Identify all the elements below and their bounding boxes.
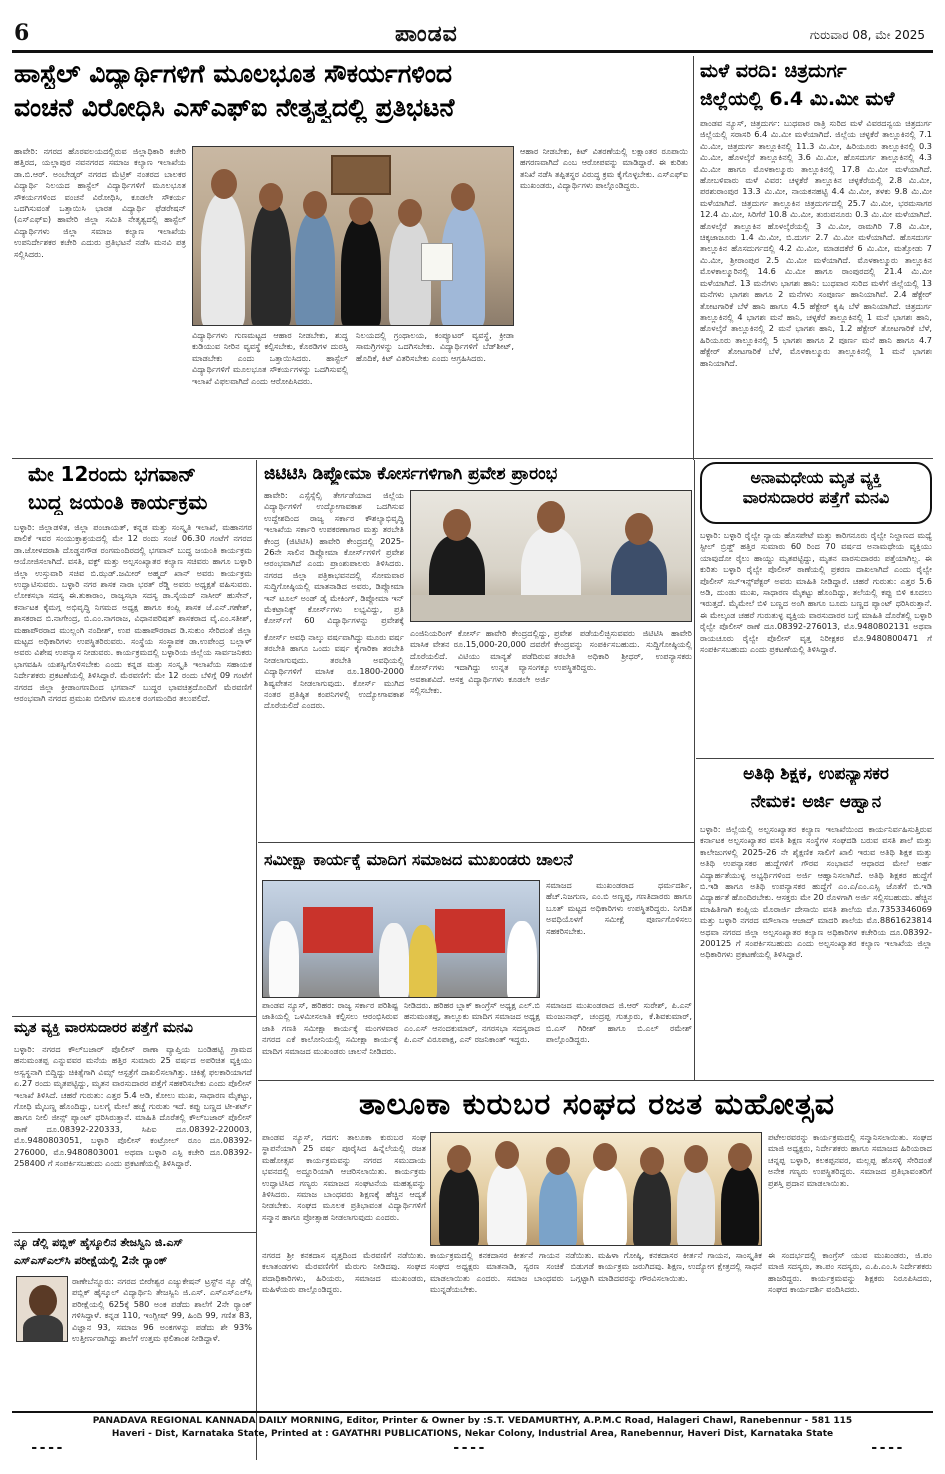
jtts-press-photo <box>410 490 692 622</box>
press-table <box>411 595 692 622</box>
section-rule <box>258 842 694 843</box>
dash-left: ---- <box>30 1440 64 1456</box>
issue-date: ಗುರುವಾರ 08, ಮೇ 2025 <box>809 28 925 42</box>
wall-frame <box>331 155 391 195</box>
jtts-body-3: ಎಂಜಿನಿಯರಿಂಗ್ ಕೋರ್ಸ್ ಹಾವೇರಿ ಕೇಂದ್ರದಲ್ಲಿದ್ದು, ಮಾಸಿಕ ವೇತನ ರೂ.15,000-20,000 ದವರೆಗೆ ದೊರೆಯಲಿದೆ. ವಿಟಿಯು ಮಾನ್ಯತೆ ಪಡೆದಿರುವ ಕೋರ್ಸ್‌ಗಳು ಇದಾಗಿದ್ದು ಉನ್ನತ ವ್ಯಾಸಂಗಕ್ಕೂ ಅವಕಾಶವಿದೆ. ಆಸಕ್ತ ವಿದ್ಯಾರ್ಥಿಗಳು ಕೂಡಲೇ ಅರ್ಜಿ ಸಲ್ಲಿಸಬೇಕು. <box>410 628 550 696</box>
jtts-body-1: ಹಾವೇರಿ: ಎಸ್ಸೆಸ್ಸೆಲ್ಸಿ ತೇರ್ಗಡೆಯಾದ ಜಿಲ್ಲೆಯ ವಿದ್ಯಾರ್ಥಿಗಳಿಗೆ ಉದ್ಯೋಗಾವಕಾಶ ಒದಗಿಸುವ ಉದ್ದೇಶದಿಂದ ರಾಜ್ಯ ಸರ್ಕಾರ ಕೌಶಲ್ಯಾಭಿವೃದ್ಧಿ ಇಲಾಖೆಯ ಸರ್ಕಾರಿ ಉಪಕರಣಾಗಾರ ಮತ್ತು ತರಬೇತಿ ಕೇಂದ್ರ (ಜಿಟಿಟಿಸಿ) ಹಾವೇರಿ ಕೇಂದ್ರದಲ್ಲಿ 2025-26ನೇ ಸಾಲಿನ ಡಿಪ್ಲೋಮಾ ಕೋರ್ಸ್‌ಗಳಿಗೆ ಪ್ರವೇಶ ಆರಂಭವಾಗಿದೆ ಎಂದು ಪ್ರಾಂಶುಪಾಲರು ತಿಳಿಸಿದರು. ನಗರದ ಜಿಲ್ಲಾ ಪತ್ರಿಕಾಭವನದಲ್ಲಿ ಸೋಮವಾರ ಸುದ್ದಿಗೋಷ್ಠಿಯಲ್ಲಿ ಮಾತನಾಡಿದ ಅವರು, ಡಿಪ್ಲೋಮಾ ಇನ್ ಟೂಲ್ ಅಂಡ್ ಡೈ ಮೇಕಿಂಗ್, ಡಿಪ್ಲೋಮಾ ಇನ್ ಮೆಕಟ್ರಾನಿಕ್ಸ್ ಕೋರ್ಸ್‌ಗಳು ಲಭ್ಯವಿದ್ದು, ಪ್ರತಿ ಕೋರ್ಸ್‌ಗೆ 60 ವಿದ್ಯಾರ್ಥಿಗಳನ್ನು ಪ್ರವೇಶಕ್ಕೆ <box>264 490 404 626</box>
page-number: 6 <box>14 20 30 46</box>
identity-headline: ಮೃತ ವ್ಯಕ್ತಿ ವಾರಸುದಾರರ ಪತ್ತೆಗೆ ಮನವಿ <box>14 1020 193 1036</box>
rain-headline-1: ಮಳೆ ವರದಿ: ಚಿತ್ರದುರ್ಗ <box>700 60 847 82</box>
header-rule <box>12 50 933 53</box>
guest-headline-2: ನೇಮಕ: ಅರ್ಜಿ ಆಹ್ವಾನ <box>750 792 882 812</box>
topper-body: ರಾಣೇಬೆನ್ನೂರು: ನಗರದ ಬೀರೇಶ್ವರ ಎಜ್ಯುಕೇಷನ್ ಟ್ರಸ್ಟ್‌ನ ನ್ಯೂ ಡೆಲ್ಲಿ ಪಬ್ಲಿಕ್ ಹೈಸ್ಕೂಲ್ ವಿದ್ಯಾರ್ಥಿನಿ ತೇಜಸ್ವಿನಿ ಜಿ.ಎಸ್. ಎಸ್ಎಸ್ಎಲ್‌ಸಿ ಪರೀಕ್ಷೆಯಲ್ಲಿ 625ಕ್ಕೆ 580 ಅಂಕ ಪಡೆದು ಶಾಲೆಗೆ 2ನೇ ರ‍್ಯಾಂಕ್ ಗಳಿಸಿದ್ದಾಳೆ. ಕನ್ನಡ 110, ಇಂಗ್ಲೀಷ್ 99, ಹಿಂದಿ 99, ಗಣಿತ 83, ವಿಜ್ಞಾನ 93, ಸಮಾಜ 96 ಅಂಕಗಳನ್ನು ಪಡೆದು ಶೇ 93% ಉತ್ತೀರ್ಣರಾಗಿದ್ದು ಶಾಲೆಗೆ ಉತ್ತಮ ಫಲಿತಾಂಶ ನೀಡಿದ್ದಾಳೆ. <box>72 1276 252 1344</box>
kuruba-body-2: ನಗರದ ಶ್ರೀ ಕನಕದಾಸ ವೃತ್ತದಿಂದ ಮೆರವಣಿಗೆ ನಡೆಯಿತು. ಕಲಾತಂಡಗಳು ಮೆರವಣಿಗೆಗೆ ಮೆರುಗು ನೀಡಿದವು. ಸಂಘದ ಪದಾಧಿಕಾರಿಗಳು, ಹಿರಿಯರು, ಸಮಾಜದ ಮುಖಂಡರು, ಮಹಿಳೆಯರು ಪಾಲ್ಗೊಂಡಿದ್ದರು. <box>262 1250 426 1295</box>
unknown-headline-box <box>700 462 932 524</box>
dash-right: ---- <box>870 1440 904 1456</box>
footer-rule <box>12 1411 933 1413</box>
madiga-body-2: ಸಮಾಜದ ಮುಖಂಡರಾದ ಧರ್ಮದರ್ಶಿ, ಹೆಚ್.ನಿಜಗುಣ, ಎಂ.ಬಿ ಅಣ್ಣಪ್ಪ, ಗಣತಿದಾರರು ಹಾಗೂ ಬೂತ್ ಮಟ್ಟದ ಅಧಿಕಾರಿಗಳು ಉಪಸ್ಥಿತರಿದ್ದರು. ನಿಗದಿತ ಅವಧಿಯೊಳಗೆ ಸಮೀಕ್ಷೆ ಪೂರ್ಣಗೊಳಿಸಲು ಸಹಕರಿಸಬೇಕು. <box>546 880 692 936</box>
unknown-headline-1: ಅನಾಮಧೇಯ ಮೃತ ವ್ಯಕ್ತಿ <box>750 468 882 487</box>
section-rule <box>12 458 933 459</box>
madiga-group-photo <box>262 880 540 998</box>
memo-paper <box>421 243 453 281</box>
topper-headline-1: ನ್ಯೂ ಡೆಲ್ಲಿ ಪಬ್ಲಿಕ್ ಹೈಸ್ಕೂಲಿನ ತೇಜಸ್ವಿನಿ ಜಿ.ಎಸ್ <box>14 1236 183 1249</box>
buddha-body: ಬಳ್ಳಾರಿ: ಜಿಲ್ಲಾಡಳಿತ, ಜಿಲ್ಲಾ ಪಂಚಾಯತ್, ಕನ್ನಡ ಮತ್ತು ಸಂಸ್ಕೃತಿ ಇಲಾಖೆ, ಮಹಾನಗರ ಪಾಲಿಕೆ ಇವರ ಸಂಯುಕ್ತಾಶ್ರಯದಲ್ಲಿ ಮೇ 12 ರಂದು ಸಂಜೆ 06.30 ಗಂಟೆಗೆ ನಗರದ ಡಾ.ಜೋಳದರಾಶಿ ದೊಡ್ಡನಗೌಡ ರಂಗಮಂದಿರದಲ್ಲಿ ಭಗವಾನ್ ಬುದ್ಧ ಜಯಂತಿ ಕಾರ್ಯಕ್ರಮ ಆಯೋಜಿಸಲಾಗಿದೆ. ವಸತಿ, ವಕ್ಫ್ ಮತ್ತು ಅಲ್ಪಸಂಖ್ಯಾತರ ಕಲ್ಯಾಣ ಸಚಿವರು ಹಾಗೂ ಬಳ್ಳಾರಿ ಜಿಲ್ಲಾ ಉಸ್ತುವಾರಿ ಸಚಿವ ಬಿ.ಝಡ್.ಜಮೀರ್ ಅಹ್ಮದ್ ಖಾನ್ ಅವರು ಕಾರ್ಯಕ್ರಮ ಉದ್ಘಾಟಿಸುವರು. ಬಳ್ಳಾರಿ ನಗರ ಶಾಸಕ ನಾರಾ ಭರತ್ ರೆಡ್ಡಿ ಅವರು ಅಧ್ಯಕ್ಷತೆ ವಹಿಸುವರು. ಲೋಕಸಭಾ ಸದಸ್ಯ ಈ.ತುಕಾರಾಂ, ರಾಜ್ಯಸಭಾ ಸದಸ್ಯ ಡಾ.ಸೈಯದ್ ನಾಸೀರ್ ಹುಸೇನ್, ಕರ್ನಾಟಕ ಕೈಮಗ್ಗ ಅಭಿವೃದ್ಧಿ ನಿಗಮದ ಅಧ್ಯಕ್ಷ ಹಾಗೂ ಕಂಪ್ಲಿ ಶಾಸಕ ಜೆ.ಎನ್.ಗಣೇಶ್, ಶಾಸಕರಾದ ಬಿ.ನಾಗೇಂದ್ರ, ಬಿ.ಎಂ.ನಾಗರಾಜ, ವಿಧಾನಪರಿಷತ್ ಶಾಸಕರಾದ ವೈ.ಎಂ.ಸತೀಶ್, ಮಹಾಪೌರರಾದ ಮುಲ್ಲಂಗಿ ನಂದೀಶ್, ಉಪ ಮಹಾಪೌರರಾದ ಡಿ.ಸುಕುಂ ಸೇರಿದಂತೆ ಜಿಲ್ಲಾ ಮಟ್ಟದ ಅಧಿಕಾರಿಗಳು ಉಪಸ್ಥಿತರಿರುವರು. ಸಂಸ್ಥೆಯ ಸಂಸ್ಥಾಪಕ ಡಾ.ಉಪೇಂದ್ರ ಬಲ್ಲಾಳ್ ಅವರು ವಿಶೇಷ ಉಪನ್ಯಾಸ ನೀಡುವರು. ಕಾರ್ಯಕ್ರಮದಲ್ಲಿ ಬಳ್ಳಾರಿಯ ಜಿಲ್ಲೆಯ ಸಾರ್ವಜನಿಕರು ಭಾಗವಹಿಸಿ ಯಶಸ್ವಿಗೊಳಿಸಬೇಕು ಎಂದು ಕನ್ನಡ ಮತ್ತು ಸಂಸ್ಕೃತಿ ಇಲಾಖೆಯ ಸಹಾಯಕ ನಿರ್ದೇಶಕರು ಪ್ರಕಟಣೆಯಲ್ಲಿ ತಿಳಿಸಿದ್ದಾರೆ. ಮೆರವಣಿಗೆ: ಮೇ 12 ರಂದು ಬೆಳಿಗ್ಗೆ 09 ಗಂಟೆಗೆ ನಗರದ ಜಿಲ್ಲಾ ಕ್ರೀಡಾಂಗಣದಿಂದ ಭಗವಾನ್ ಬುದ್ಧರ ಭಾವಚಿತ್ರದೊಂದಿಗೆ ಮೆರವಣಿಗೆ ಆರಂಭವಾಗಿ ನಗರದ ಪ್ರಮುಖ ಬೀದಿಗಳ ಮೂಲಕ ರಂಗಮಂದಿರ ತಲುಪಲಿದೆ. <box>14 522 252 704</box>
column-rule <box>693 56 694 460</box>
hostel-body-2: ವಿದ್ಯಾರ್ಥಿಗಳು ಗುಣಮಟ್ಟದ ಆಹಾರ ನೀಡಬೇಕು, ಶುದ್ಧ ಕುಡಿಯುವ ನೀರಿನ ವ್ಯವಸ್ಥೆ ಕಲ್ಪಿಸಬೇಕು, ಕೊಠಡಿಗಳ ದುರಸ್ತಿ ಮಾಡಬೇಕು ಎಂದು ಒತ್ತಾಯಿಸಿದರು. ಹಾಸ್ಟೆಲ್ ವಿದ್ಯಾರ್ಥಿಗಳಿಗೆ ಮೂಲಭೂತ ಸೌಕರ್ಯಗಳನ್ನು ಒದಗಿಸುವಲ್ಲಿ ಇಲಾಖೆ ವಿಫಲವಾಗಿದೆ ಎಂದು ಆರೋಪಿಸಿದರು. <box>192 330 348 386</box>
banner <box>303 907 373 953</box>
section-rule <box>12 1232 256 1233</box>
identity-body: ಬಳ್ಳಾರಿ: ನಗರದ ಕೌಲ್‌ಬಜಾರ್ ಪೊಲೀಸ್ ಠಾಣಾ ವ್ಯಾಪ್ತಿಯ ಬಂಡಿಹಟ್ಟಿ ಗ್ರಾಮದ ಹನುಮಂತಪ್ಪ ಎನ್ನುವವರ ಮನೆಯ ಹತ್ತಿರ ಸುಮಾರು 25 ವರ್ಷದ ಅಪರಿಚಿತ ವ್ಯಕ್ತಿಯು ಅಸ್ವಸ್ಥನಾಗಿ ಬಿದ್ದಿದ್ದು ಚಿಕಿತ್ಸೆಗಾಗಿ ವಿಮ್ಸ್ ಆಸ್ಪತ್ರೆಗೆ ದಾಖಲಿಸಲಾಗಿತ್ತು. ಚಿಕಿತ್ಸೆ ಫಲಕಾರಿಯಾಗದೆ ಏ.27 ರಂದು ಮೃತಪಟ್ಟಿದ್ದು, ಮೃತನ ವಾರಸುದಾರರ ಪತ್ತೆಗೆ ಸಹಕರಿಸಬೇಕು ಎಂದು ಪೊಲೀಸ್ ಇಲಾಖೆ ತಿಳಿಸಿದೆ. ಚಹರೆ ಗುರುತು: ಎತ್ತರ 5.4 ಅಡಿ, ಕೋಲು ಮುಖ, ಸಾಧಾರಣ ಮೈಕಟ್ಟು, ಗೋಧಿ ಮೈಬಣ್ಣ ಹೊಂದಿದ್ದು, ಬಲಗೈ ಮೇಲೆ ಹಚ್ಚೆ ಗುರುತು ಇದೆ. ಕಪ್ಪು ಬಣ್ಣದ ಟೀ-ಶರ್ಟ್ ಹಾಗೂ ನೀಲಿ ಜೀನ್ಸ್ ಪ್ಯಾಂಟ್ ಧರಿಸಿರುತ್ತಾನೆ. ಮಾಹಿತಿ ದೊರೆತಲ್ಲಿ ಕೌಲ್‌ಬಜಾರ್ ಪೊಲೀಸ್ ಠಾಣೆ ದೂ.08392-220333, ಸಿಪಿಐ ದೂ.08392-220003, ಮೊ.9480803051, ಬಳ್ಳಾರಿ ಪೊಲೀಸ್ ಕಂಟ್ರೋಲ್ ರೂಂ ದೂ.08392-276000, ಮೊ.9480803001 ಅಥವಾ ಬಳ್ಳಾರಿ ಎಸ್ಪಿ ಕಚೇರಿ ದೂ.08392-258400 ಗೆ ಸಂಪರ್ಕಿಸಬಹುದು ಎಂದು ಪ್ರಕಟಣೆಯಲ್ಲಿ ತಿಳಿಸಿದ್ದಾರೆ. <box>14 1044 252 1169</box>
hostel-headline-1: ಹಾಸ್ಟೆಲ್ ವಿದ್ಯಾರ್ಥಿಗಳಿಗೆ ಮೂಲಭೂತ ಸೌಕರ್ಯಗಳಿಂದ <box>14 59 453 88</box>
jtts-body-2: ಕೋರ್ಸ್ ಅವಧಿ ನಾಲ್ಕು ವರ್ಷವಾಗಿದ್ದು ಮೂರು ವರ್ಷ ತರಬೇತಿ ಹಾಗೂ ಒಂದು ವರ್ಷ ಕೈಗಾರಿಕಾ ತರಬೇತಿ ನೀಡಲಾಗುವುದು. ತರಬೇತಿ ಅವಧಿಯಲ್ಲಿ ವಿದ್ಯಾರ್ಥಿಗಳಿಗೆ ಮಾಸಿಕ ರೂ.1800-2000 ಶಿಷ್ಯವೇತನ ನೀಡಲಾಗುವುದು. ಕೋರ್ಸ್ ಮುಗಿದ ನಂತರ ಪ್ರತಿಷ್ಠಿತ ಕಂಪನಿಗಳಲ್ಲಿ ಉದ್ಯೋಗಾವಕಾಶ ದೊರೆಯಲಿದೆ ಎಂದರು. <box>264 632 404 711</box>
kuruba-body-3: ಪಟೇಲರವರನ್ನು ಕಾರ್ಯಕ್ರಮದಲ್ಲಿ ಸನ್ಮಾನಿಸಲಾಯಿತು. ಸಂಘದ ಮಾಜಿ ಅಧ್ಯಕ್ಷರು, ನಿರ್ದೇಶಕರು ಹಾಗೂ ಸಮಾಜದ ಹಿರಿಯರಾದ ಚನ್ನಪ್ಪ ಬಳ್ಳಾರಿ, ಕಲಕಪ್ಪನವರ, ಮಲ್ಲಪ್ಪ ಹೊಸಳ್ಳಿ ಸೇರಿದಂತೆ ಅನೇಕ ಗಣ್ಯರು ಉಪಸ್ಥಿತರಿದ್ದರು. ಸಮಾಜದ ಪ್ರತಿಭಾವಂತರಿಗೆ ಪ್ರಶಸ್ತಿ ಪ್ರದಾನ ಮಾಡಲಾಯಿತು. <box>768 1132 932 1188</box>
imprint-line-1: PANADAVA REGIONAL KANNADA DAILY MORNING, Editor, Printer & Owner by :S.T. VEDAMURTHY, A.P.M.C Road, Halageri Chawl, Ranebennur - 581 115 <box>92 1416 853 1426</box>
kuruba-body-1: ಪಾಂಡವ ನ್ಯೂಸ್, ಗದಗ: ತಾಲೂಕಾ ಕುರುಬರ ಸಂಘ ಸ್ಥಾಪನೆಯಾಗಿ 25 ವರ್ಷ ಪೂರೈಸಿದ ಹಿನ್ನೆಲೆಯಲ್ಲಿ ರಜತ ಮಹೋತ್ಸವ ಕಾರ್ಯಕ್ರಮವನ್ನು ನಗರದ ಸಮುದಾಯ ಭವನದಲ್ಲಿ ಅದ್ದೂರಿಯಾಗಿ ಆಚರಿಸಲಾಯಿತು. ಕಾರ್ಯಕ್ರಮ ಉದ್ಘಾಟಿಸಿದ ಗಣ್ಯರು ಸಮಾಜದ ಸಂಘಟನೆಯ ಮಹತ್ವವನ್ನು ತಿಳಿಸಿದರು. ಸಮಾಜ ಬಾಂಧವರು ಶಿಕ್ಷಣಕ್ಕೆ ಹೆಚ್ಚಿನ ಆದ್ಯತೆ ನೀಡಬೇಕು. ಸಂಘದ ಮೂಲಕ ಪ್ರತಿಭಾವಂತ ವಿದ್ಯಾರ್ಥಿಗಳಿಗೆ ಸನ್ಮಾನ ಹಾಗೂ ಪ್ರೋತ್ಸಾಹ ನೀಡಲಾಗುವುದು ಎಂದರು. <box>262 1132 426 1222</box>
unknown-headline-2: ವಾರಸುದಾರರ ಪತ್ತೆಗೆ ಮನವಿ <box>742 488 890 507</box>
buddha-headline-2: ಬುದ್ಧ ಜಯಂತಿ ಕಾರ್ಯಕ್ರಮ <box>28 490 208 514</box>
column-rule <box>694 460 695 1080</box>
unknown-body: ಬಳ್ಳಾರಿ: ಬಳ್ಳಾರಿ ರೈಲ್ವೇ ನ್ಯಾಯ ಹೊಸಪೇಟೆ ಮತ್ತು ಕಾರಿಗನೂರು ರೈಲ್ವೇ ನಿಲ್ದಾಣದ ಮಧ್ಯೆ ಸ್ಟೀಲ್ ಬ್ರಿಡ್ಜ್ ಹತ್ತಿರ ಸುಮಾರು 60 ರಿಂದ 70 ವರ್ಷದ ಅನಾಮಧೇಯ ವ್ಯಕ್ತಿಯು ಯಾವುದೋ ರೈಲು ಹಾಯ್ದು ಮೃತಪಟ್ಟಿದ್ದು, ಮೃತನ ವಾರಸುದಾರರು ಪತ್ತೆಯಾಗಿಲ್ಲ. ಈ ಕುರಿತು ಬಳ್ಳಾರಿ ರೈಲ್ವೇ ಪೊಲೀಸ್ ಠಾಣೆಯಲ್ಲಿ ಪ್ರಕರಣ ದಾಖಲಾಗಿದೆ ಎಂದು ರೈಲ್ವೇ ಪೊಲೀಸ್ ಸಬ್‌ಇನ್ಸ್‌ಪೆಕ್ಟರ್ ಅವರು ಮಾಹಿತಿ ನೀಡಿದ್ದಾರೆ. ಚಹರೆ ಗುರುತು: ಎತ್ತರ 5.6 ಅಡಿ, ದುಂಡು ಮುಖ, ಸಾಧಾರಣ ಮೈಕಟ್ಟು ಹೊಂದಿದ್ದು, ತಲೆಯಲ್ಲಿ ಕಪ್ಪು ಬಿಳಿ ಕೂದಲು ಇರುತ್ತದೆ. ಮೈಮೇಲೆ ಬಿಳಿ ಬಣ್ಣದ ಅಂಗಿ ಹಾಗೂ ಬೂದು ಬಣ್ಣದ ಪ್ಯಾಂಟ್ ಧರಿಸಿರುತ್ತಾನೆ. ಈ ಮೇಲ್ಕಂಡ ಚಹರೆ ಗುರುತುಳ್ಳ ವ್ಯಕ್ತಿಯ ವಾರಸುದಾರರ ಬಗ್ಗೆ ಮಾಹಿತಿ ದೊರೆತಲ್ಲಿ ಬಳ್ಳಾರಿ ರೈಲ್ವೇ ಪೊಲೀಸ್ ಠಾಣೆ ದೂ.08392-276013, ಮೊ.9480802131 ಅಥವಾ ರಾಯಚೂರು ರೈಲ್ವೇ ಪೊಲೀಸ್ ವೃತ್ತ ನಿರೀಕ್ಷಕರ ಮೊ.9480800471 ಗೆ ಸಂಪರ್ಕಿಸಬಹುದು ಎಂದು ಪ್ರಕಟಣೆಯಲ್ಲಿ ತಿಳಿಸಿದ್ದಾರೆ. <box>700 530 932 655</box>
column-rule <box>256 460 257 1460</box>
hostel-protest-photo <box>192 146 514 326</box>
banner <box>435 909 505 953</box>
guest-headline-1: ಅತಿಥಿ ಶಿಕ್ಷಕ, ಉಪನ್ಯಾಸಕರ <box>743 764 889 784</box>
imprint-line-2: Haveri - Dist, Karnataka State, Printed at : GAYATHRI PUBLICATIONS, Nekar Colony, Industrial Area, Ranebennur, Haveri Dist, Karnataka State <box>111 1429 834 1439</box>
rain-headline-2: ಜಿಲ್ಲೆಯಲ್ಲಿ 6.4 ಮಿ.ಮೀ ಮಳೆ <box>700 88 895 110</box>
guest-body: ಬಳ್ಳಾರಿ: ಜಿಲ್ಲೆಯಲ್ಲಿ ಅಲ್ಪಸಂಖ್ಯಾತರ ಕಲ್ಯಾಣ ಇಲಾಖೆಯಿಂದ ಕಾರ್ಯನಿರ್ವಹಿಸುತ್ತಿರುವ ಕರ್ನಾಟಕ ಅಲ್ಪಸಂಖ್ಯಾತರ ವಸತಿ ಶಿಕ್ಷಣ ಸಂಸ್ಥೆಗಳ ಸಂಘದಡಿ ಬರುವ ವಸತಿ ಶಾಲೆ ಮತ್ತು ಕಾಲೇಜುಗಳಲ್ಲಿ 2025-26 ನೇ ಶೈಕ್ಷಣಿಕ ಸಾಲಿಗೆ ಖಾಲಿ ಇರುವ ಅತಿಥಿ ಶಿಕ್ಷಕ ಮತ್ತು ಅತಿಥಿ ಉಪನ್ಯಾಸಕರ ಹುದ್ದೆಗಳಿಗೆ ಗೌರವ ಸಂಭಾವನೆ ಆಧಾರದ ಮೇಲೆ ಅರ್ಹ ವಿದ್ಯಾರ್ಹತೆಯುಳ್ಳ ಅಭ್ಯರ್ಥಿಗಳಿಂದ ಅರ್ಜಿ ಆಹ್ವಾನಿಸಲಾಗಿದೆ. ಅತಿಥಿ ಶಿಕ್ಷಕರ ಹುದ್ದೆಗೆ ಬಿ.ಇಡಿ ಹಾಗೂ ಅತಿಥಿ ಉಪನ್ಯಾಸಕರ ಹುದ್ದೆಗೆ ಎಂ.ಎ/ಎಂ.ಎಸ್ಸಿ ಜೊತೆಗೆ ಬಿ.ಇಡಿ ವಿದ್ಯಾರ್ಹತೆ ಹೊಂದಿರಬೇಕು. ಆಸಕ್ತರು ಮೇ 20 ರೊಳಗಾಗಿ ಅರ್ಜಿ ಸಲ್ಲಿಸಬಹುದು. ಹೆಚ್ಚಿನ ಮಾಹಿತಿಗಾಗಿ ಕಂಪ್ಲಿಯ ಮೊರಾರ್ಜಿ ದೇಸಾಯಿ ವಸತಿ ಶಾಲೆಯ ಮೊ.7353346069 ಮತ್ತು ಬಳ್ಳಾರಿ ನಗರದ ಮೌಲಾನಾ ಆಜಾದ್ ಮಾದರಿ ಶಾಲೆಯ ಮೊ.8861623814 ಅಥವಾ ನಗರದ ಜಿಲ್ಲಾ ಅಲ್ಪಸಂಖ್ಯಾತರ ಕಲ್ಯಾಣ ಅಧಿಕಾರಿಗಳ ಕಚೇರಿಯ ದೂ.08392-200125 ಗೆ ಸಂಪರ್ಕಿಸಬಹುದು ಎಂದು ಅಲ್ಪಸಂಖ್ಯಾತರ ಕಲ್ಯಾಣ ಇಲಾಖೆಯ ಜಿಲ್ಲಾ ಅಧಿಕಾರಿಗಳು ಪ್ರಕಟಣೆಯಲ್ಲಿ ತಿಳಿಸಿದ್ದಾರೆ. <box>700 824 932 960</box>
section-rule <box>258 1080 934 1081</box>
hostel-body-3: ನಿಲಯದಲ್ಲಿ ಗ್ರಂಥಾಲಯ, ಕಂಪ್ಯೂಟರ್ ವ್ಯವಸ್ಥೆ, ಕ್ರೀಡಾ ಸಾಮಗ್ರಿಗಳನ್ನು ಒದಗಿಸಬೇಕು. ವಿದ್ಯಾರ್ಥಿಗಳಿಗೆ ಬೆಡ್‌ಶೀಟ್, ಹೊದಿಕೆ, ಕಿಟ್ ವಿತರಿಸಬೇಕು ಎಂದು ಆಗ್ರಹಿಸಿದರು. <box>356 330 514 363</box>
madiga-body-4: ಸಮಾಜದ ಮುಖಂಡರಾದ ಜಿ.ಆರ್ ಸುರೇಶ್, ಪಿ.ಎನ್ ಮಂಜುನಾಥ್, ಚಂದ್ರಪ್ಪ ಗುತ್ತೂರು, ಕೆ.ಶಿವಕುಮಾರ್, ಬಿ.ಎಸ್ ಗಿರೀಶ್ ಹಾಗೂ ಬಿ.ಎಲ್ ರಮೇಶ್ ಪಾಲ್ಗೊಂಡಿದ್ದರು. <box>546 1000 692 1045</box>
dash-mid: ---- <box>452 1440 486 1456</box>
hostel-headline-2: ವಂಚನೆ ವಿರೋಧಿಸಿ ಎಸ್‌ಎಫ್‌ಐ ನೇತೃತ್ವದಲ್ಲಿ ಪ್ರತಿಭಟನೆ <box>14 93 455 122</box>
topper-portrait-photo <box>16 1276 68 1342</box>
madiga-headline: ಸಮೀಕ್ಷಾ ಕಾರ್ಯಕ್ಕೆ ಮಾದಿಗ ಸಮಾಜದ ಮುಖಂಡರು ಚಾಲನೆ <box>264 850 573 869</box>
topper-headline-2: ಎಸ್ಎಸ್ಎಲ್‌ಸಿ ಪರೀಕ್ಷೆಯಲ್ಲಿ 2ನೇ ರ‍್ಯಾಂಕ್ <box>14 1254 168 1267</box>
kuruba-body-6: ಈ ಸಂದರ್ಭದಲ್ಲಿ ಕಾಂಗ್ರೆಸ್ ಯುವ ಮುಖಂಡರು, ಜಿ.ಪಂ ಮಾಜಿ ಸದಸ್ಯರು, ತಾ.ಪಂ ಸದಸ್ಯರು, ಎ.ಪಿ.ಎಂ.ಸಿ ನಿರ್ದೇಶಕರು ಹಾಜರಿದ್ದರು. ಕಾರ್ಯಕ್ರಮವನ್ನು ಶಿಕ್ಷಕರು ನಿರೂಪಿಸಿದರು, ಸಂಘದ ಕಾರ್ಯದರ್ಶಿ ವಂದಿಸಿದರು. <box>768 1250 932 1295</box>
jtts-body-4: ಪ್ರವೇಶ ಪಡೆಯಲಿಚ್ಛಿಸುವವರು ಜಿಟಿಟಿಸಿ ಹಾವೇರಿ ಕೇಂದ್ರವನ್ನು ಸಂಪರ್ಕಿಸಬಹುದು. ಸುದ್ದಿಗೋಷ್ಠಿಯಲ್ಲಿ ತರಬೇತಿ ಅಧಿಕಾರಿ ಶ್ರೀಧರ್, ಉಪನ್ಯಾಸಕರು ಉಪಸ್ಥಿತರಿದ್ದರು. <box>554 628 692 673</box>
buddha-headline-1: ಮೇ 12ರಂದು ಭಗವಾನ್ <box>28 462 197 486</box>
masthead: ಪಾಂಡವ <box>395 22 458 47</box>
section-rule <box>12 1016 256 1017</box>
kuruba-felicitation-photo <box>430 1132 762 1246</box>
section-rule <box>696 758 934 759</box>
rain-body: ಪಾಂಡವ ನ್ಯೂಸ್, ಚಿತ್ರದುರ್ಗ: ಬುಧವಾರ ರಾತ್ರಿ ಸುರಿದ ಮಳೆ ವಿವರದನ್ವಯ ಚಿತ್ರದುರ್ಗ ಜಿಲ್ಲೆಯಲ್ಲಿ ಸರಾಸರಿ 6.4 ಮಿ.ಮೀ ಮಳೆಯಾಗಿದೆ. ಜಿಲ್ಲೆಯ ಚಳ್ಳಕೆರೆ ತಾಲ್ಲೂಕಿನಲ್ಲಿ 7.1 ಮಿ.ಮೀ, ಚಿತ್ರದುರ್ಗ ತಾಲ್ಲೂಕಿನಲ್ಲಿ 11.3 ಮಿ.ಮೀ, ಹಿರಿಯೂರು ತಾಲ್ಲೂಕಿನಲ್ಲಿ 0.3 ಮಿ.ಮೀ, ಹೊಳಲ್ಕೆರೆ ತಾಲ್ಲೂಕಿನಲ್ಲಿ 3.6 ಮಿ.ಮೀ, ಹೊಸದುರ್ಗ ತಾಲ್ಲೂಕಿನಲ್ಲಿ 4.3 ಮಿ.ಮೀ ಹಾಗೂ ಮೊಳಕಾಲ್ಮೂರು ತಾಲ್ಲೂಕಿನಲ್ಲಿ 17.8 ಮಿ.ಮೀ ಮಳೆಯಾಗಿದೆ. ಹೋಬಳಿವಾರು ಮಳೆ ವಿವರ: ಚಳ್ಳಕೆರೆ ತಾಲ್ಲೂಕಿನ ಚಳ್ಳಕೆರೆಯಲ್ಲಿ 2.8 ಮಿ.ಮೀ, ಪರಶುರಾಂಪುರ 13.3 ಮಿ.ಮೀ, ನಾಯಕನಹಟ್ಟಿ 4.4 ಮಿ.ಮೀ, ತಳಕು 9.8 ಮಿ.ಮೀ ಮಳೆಯಾಗಿದೆ. ಚಿತ್ರದುರ್ಗ ತಾಲ್ಲೂಕಿನ ಚಿತ್ರದುರ್ಗದಲ್ಲಿ 25.7 ಮಿ.ಮೀ, ಭರಮಸಾಗರ 12.4 ಮಿ.ಮೀ, ಸಿರಿಗೆರೆ 10.8 ಮಿ.ಮೀ, ತುರುವನೂರು 0.3 ಮಿ.ಮೀ ಮಳೆಯಾಗಿದೆ. ಹೊಳಲ್ಕೆರೆ ತಾಲ್ಲೂಕಿನ ಹೊಳಲ್ಕೆರೆಯಲ್ಲಿ 3 ಮಿ.ಮೀ, ರಾಮಗಿರಿ 7.8 ಮಿ.ಮೀ, ಚಿಕ್ಕಜಾಜೂರು 1.4 ಮಿ.ಮೀ, ಬಿ.ದುರ್ಗ 2.7 ಮಿ.ಮೀ ಮಳೆಯಾಗಿದೆ. ಹೊಸದುರ್ಗ ತಾಲ್ಲೂಕಿನ ಹೊಸದುರ್ಗದಲ್ಲಿ 4.2 ಮಿ.ಮೀ, ಮಾಡದಕೆರೆ 6 ಮಿ.ಮೀ, ಮತ್ತೋಡು 7 ಮಿ.ಮೀ, ಶ್ರೀರಾಂಪುರ 2.5 ಮಿ.ಮೀ ಮಳೆಯಾಗಿದೆ. ಮೊಳಕಾಲ್ಮೂರು ತಾಲ್ಲೂಕಿನ ಮೊಳಕಾಲ್ಮೂರಿನಲ್ಲಿ 14.6 ಮಿ.ಮೀ ಹಾಗೂ ರಾಂಪುರದಲ್ಲಿ 21.4 ಮಿ.ಮೀ ಮಳೆಯಾಗಿದೆ. 13 ಮನೆಗಳು ಭಾಗಶಃ ಹಾನಿ: ಬುಧವಾರ ಸುರಿದ ಮಳೆಗೆ ಜಿಲ್ಲೆಯಲ್ಲಿ 13 ಮನೆಗಳು ಭಾಗಶಃ ಹಾಗೂ 2 ಮನೆಗಳು ಸಂಪೂರ್ಣ ಹಾನಿಯಾಗಿವೆ. 2.4 ಹೆಕ್ಟೇರ್ ತೋಟಗಾರಿಕೆ ಬೆಳೆ ಹಾನಿ ಹಾಗೂ 4.5 ಹೆಕ್ಟೇರ್ ಕೃಷಿ ಬೆಳೆ ಹಾನಿಯಾಗಿದೆ. ಚಿತ್ರದುರ್ಗ ತಾಲ್ಲೂಕಿನಲ್ಲಿ 4 ಭಾಗಶಃ ಮನೆ ಹಾನಿ, ಚಳ್ಳಕೆರೆ ತಾಲ್ಲೂಕಿನಲ್ಲಿ 1 ಮನೆ ಭಾಗಶಃ ಹಾನಿ, ಹೊಳಲ್ಕೆರೆ ತಾಲ್ಲೂಕಿನಲ್ಲಿ 2 ಮನೆ ಭಾಗಶಃ ಹಾನಿ, 1.2 ಹೆಕ್ಟೇರ್ ತೋಟಗಾರಿಕೆ ಬೆಳೆ, ಹಿರಿಯೂರು ತಾಲ್ಲೂಕಿನಲ್ಲಿ 5 ಭಾಗಶಃ ಹಾಗೂ 2 ಪೂರ್ಣ ಮನೆ ಹಾನಿ ಹಾಗೂ 4.7 ಹೆಕ್ಟೇರ್ ತೋಟಗಾರಿಕೆ ಬೆಳೆ, ಮೊಳಕಾಲ್ಮೂರು ತಾಲ್ಲೂಕಿನಲ್ಲಿ 1 ಮನೆ ಭಾಗಶಃ ಹಾನಿಯಾಗಿದೆ. <box>700 118 932 368</box>
imprint-footer <box>14 1415 931 1441</box>
kuruba-headline: ತಾಲೂಕಾ ಕುರುಬರ ಸಂಘದ ರಜತ ಮಹೋತ್ಸವ <box>359 1087 835 1122</box>
kuruba-body-4: ಕಾರ್ಯಕ್ರಮದಲ್ಲಿ ಕನಕದಾಸರ ಕೀರ್ತನೆ ಗಾಯನ ನಡೆಯಿತು. ಸಂಘದ ಅಧ್ಯಕ್ಷರು ಮಾತನಾಡಿ, ಸ್ವರಣ ಸಂಚಿಕೆ ಬಿಡುಗಡೆ ಮಾಡಲಾಯಿತು ಎಂದರು. ಸಮಾಜ ಬಾಂಧವರು ಒಗ್ಗಟ್ಟಾಗಿ ಮುನ್ನಡೆಯಬೇಕು. <box>430 1250 594 1295</box>
madiga-body-1: ಪಾಂಡವ ನ್ಯೂಸ್, ಹರಿಹರ: ರಾಜ್ಯ ಸರ್ಕಾರ ಪರಿಶಿಷ್ಟ ಜಾತಿಯಲ್ಲಿ ಒಳಮೀಸಲಾತಿ ಕಲ್ಪಿಸಲು ಆರಂಭಿಸಿರುವ ಜಾತಿ ಗಣತಿ ಸಮೀಕ್ಷಾ ಕಾರ್ಯಕ್ಕೆ ಮಂಗಳವಾರ ನಗರದ ಎಕೆ ಕಾಲೋನಿಯಲ್ಲಿ ಸಮೀಕ್ಷಾ ಕಾರ್ಯಕ್ಕೆ ಮಾದಿಗ ಸಮಾಜದ ಮುಖಂಡರು ಚಾಲನೆ ನೀಡಿದರು. <box>262 1000 398 1056</box>
kuruba-body-5: ಮಹಿಳಾ ಗೋಷ್ಠಿ, ಕನಕದಾಸರ ಕೀರ್ತನೆ ಗಾಯನ, ಸಾಂಸ್ಕೃತಿಕ ಕಾರ್ಯಕ್ರಮ ಜರುಗಿದವು. ಶಿಕ್ಷಣ, ಉದ್ಯೋಗ ಕ್ಷೇತ್ರದಲ್ಲಿ ಸಾಧನೆ ಮಾಡಿದವರನ್ನು ಗೌರವಿಸಲಾಯಿತು. <box>598 1250 762 1283</box>
hostel-body-1: ಹಾವೇರಿ: ನಗರದ ಹೊರವಲಯದಲ್ಲಿರುವ ಜಿಲ್ಲಾಧಿಕಾರಿ ಕಚೇರಿ ಹತ್ತಿರದ, ಯಲ್ಲಾಪುರ ನವನಗರದ ಸಮಾಜ ಕಲ್ಯಾಣ ಇಲಾಖೆಯ ಡಾ.ಬಿ.ಆರ್. ಅಂಬೇಡ್ಕರ್ ನಗರದ ಮೆಟ್ರಿಕ್ ನಂತರದ ಬಾಲಕರ ವಿದ್ಯಾರ್ಥಿ ನಿಲಯದ ಹಾಸ್ಟೆಲ್ ವಿದ್ಯಾರ್ಥಿಗಳಿಗೆ ಮೂಲಭೂತ ಸೌಕರ್ಯಗಳಿಂದ ವಂಚನೆ ವಿರೋಧಿಸಿ, ಕೂಡಲೇ ಸೌಕರ್ಯ ಒದಗಿಸುವಂತೆ ಒತ್ತಾಯಿಸಿ ಭಾರತ ವಿದ್ಯಾರ್ಥಿ ಫೆಡರೇಷನ್ (ಎಸ್‌ಎಫ್‌ಐ) ಹಾವೇರಿ ಜಿಲ್ಲಾ ಸಮಿತಿ ನೇತೃತ್ವದಲ್ಲಿ ಹಾಸ್ಟೆಲ್ ವಿದ್ಯಾರ್ಥಿಗಳು ಜಿಲ್ಲಾ ಸಮಾಜ ಕಲ್ಯಾಣ ಇಲಾಖೆಯ ಉಪನಿರ್ದೇಶಕರ ಕಚೇರಿ ಎದುರು ಪ್ರತಿಭಟನೆ ನಡೆಸಿ ಮನವಿ ಪತ್ರ ಸಲ್ಲಿಸಿದರು. <box>14 146 186 259</box>
jtts-headline: ಜಿಟಿಟಿಸಿ ಡಿಪ್ಲೋಮಾ ಕೋರ್ಸಗಳಿಗಾಗಿ ಪ್ರವೇಶ ಪ್ರಾರಂಭ <box>264 464 558 484</box>
hostel-body-4: ಆಹಾರ ನೀಡಬೇಕು, ಕಿಟ್ ವಿತರಣೆಯಲ್ಲಿ ಲಕ್ಷಾಂತರ ರೂಪಾಯಿ ಹಗರಣವಾಗಿದೆ ಎಂಬ ಆರೋಪವನ್ನು ಮಾಡಿದ್ದಾರೆ. ಈ ಕುರಿತು ತನಿಖೆ ನಡೆಸಿ ತಪ್ಪಿತಸ್ಥರ ವಿರುದ್ಧ ಕ್ರಮ ಕೈಗೊಳ್ಳಬೇಕು. ಎಸ್‌ಎಫ್‌ಐ ಮುಖಂಡರು, ವಿದ್ಯಾರ್ಥಿಗಳು ಪಾಲ್ಗೊಂಡಿದ್ದರು. <box>520 146 688 191</box>
madiga-body-3: ನೀಡಿದರು. ಹರಿಹರ ಬ್ಲಾಕ್ ಕಾಂಗ್ರೆಸ್ ಅಧ್ಯಕ್ಷ ಎಲ್.ಬಿ ಹನುಮಂತಪ್ಪ, ತಾಲ್ಲೂಕು ಮಾದಿಗ ಸಮಾಜದ ಅಧ್ಯಕ್ಷ ಎಂ.ಎಸ್ ಆನಂದಕುಮಾರ್, ನಗರಸಭಾ ಸದಸ್ಯರಾದ ಪಿ.ಎನ್ ವಿರೂಪಾಕ್ಷ, ಎನ್ ರಜನಿಕಾಂತ್ ಇದ್ದರು. <box>404 1000 540 1045</box>
